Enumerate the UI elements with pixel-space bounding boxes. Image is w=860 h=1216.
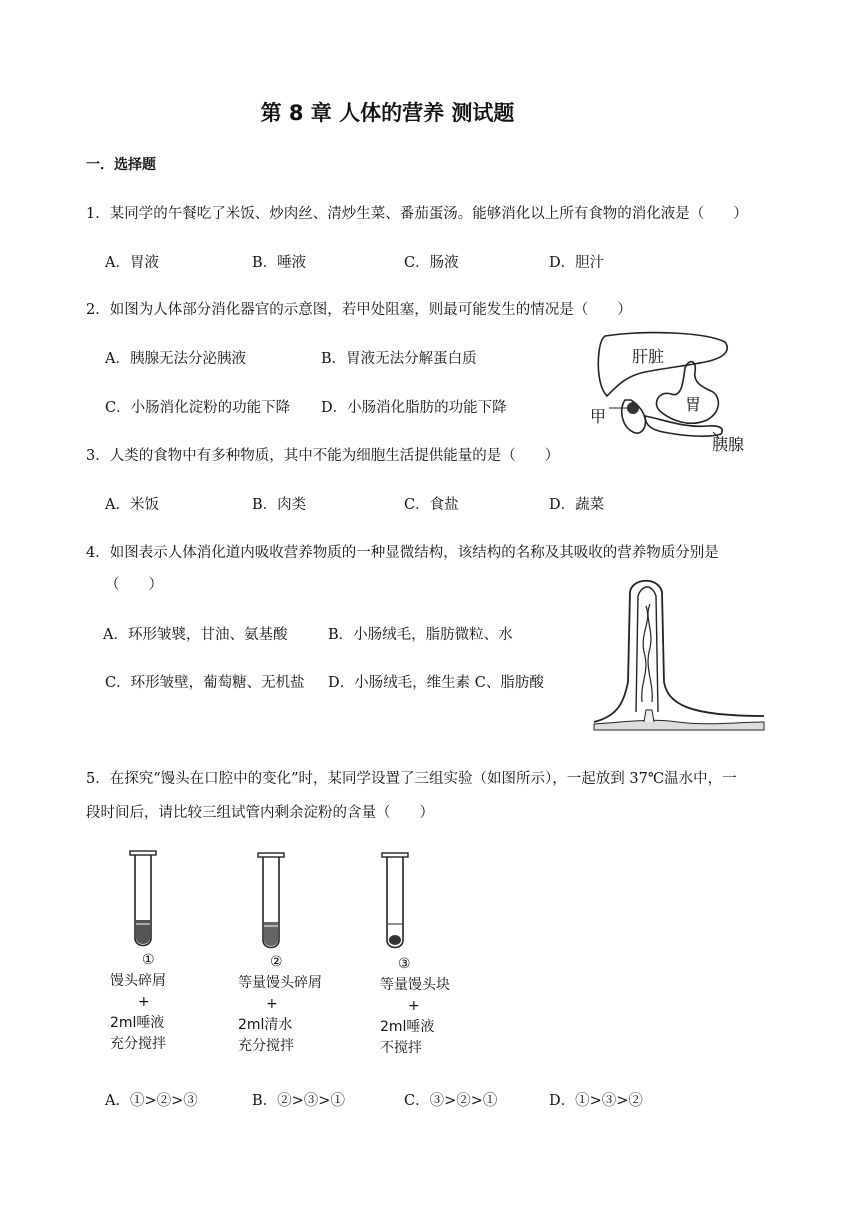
page-title: 第 8 章 人体的营养 测试题: [260, 101, 515, 125]
tube-1-line-1: 馒头碎屑: [110, 973, 166, 989]
q4-option-a[interactable]: A．环形皱襞，甘油、氨基酸: [103, 627, 288, 643]
q2-option-b[interactable]: B．胃液无法分解蛋白质: [321, 351, 477, 367]
q5-option-b[interactable]: B．②>③>①: [252, 1093, 345, 1109]
tube-1-line-4: 充分搅拌: [110, 1036, 166, 1052]
tube-2-number: ②: [270, 954, 283, 970]
question-4-stem-line2: （ ）: [105, 577, 163, 593]
tube-2-line-2: +: [266, 996, 278, 1012]
q4-option-c[interactable]: C．环形皱壁，葡萄糖、无机盐: [105, 675, 305, 691]
q1-option-a[interactable]: A．胃液: [105, 255, 159, 271]
q2-option-c[interactable]: C．小肠消化淀粉的功能下降: [105, 400, 291, 416]
tube-3-caption: [380, 954, 500, 1059]
q1-option-b[interactable]: B．唾液: [252, 255, 307, 271]
tube-3-line-2: +: [408, 998, 420, 1014]
pancreas-shape: [645, 416, 722, 436]
question-4-stem-line1: 4．如图表示人体消化道内吸收营养物质的一种显微结构，该结构的名称及其吸收的营养物质分别是: [86, 545, 719, 561]
section-heading: 一．选择题: [86, 157, 156, 173]
test-tube-2: [256, 852, 290, 952]
tube-1-caption: [110, 950, 220, 1055]
q4-option-b[interactable]: B．小肠绒毛，脂肪微粒、水: [328, 627, 513, 643]
tube-1-line-2: +: [138, 994, 150, 1010]
tube-1-line-3: 2ml唾液: [110, 1015, 165, 1031]
tube-2-line-1: 等量馒头碎屑: [238, 975, 322, 991]
tube-2-line-3: 2ml清水: [238, 1017, 293, 1033]
tube-3-line-1: 等量馒头块: [380, 977, 450, 993]
villus-inner: [636, 587, 658, 712]
label-pancreas: 胰腺: [712, 435, 745, 454]
test-tube-3: [380, 852, 414, 952]
q3-option-d[interactable]: D．蔬菜: [549, 497, 605, 513]
q4-option-d[interactable]: D．小肠绒毛，维生素 C、脂肪酸: [328, 675, 544, 691]
question-3-stem: 3．人类的食物中有多种物质，其中不能为细胞生活提供能量的是（ ）: [86, 448, 560, 464]
villus-lacteal: [644, 710, 654, 722]
q5-option-a[interactable]: A．①>②>③: [105, 1093, 198, 1109]
question-5-stem-line1: 5．在探究“馒头在口腔中的变化”时，某同学设置了三组实验（如图所示），一起放到 37℃温水中，一: [86, 771, 737, 787]
question-2-stem: 2．如图为人体部分消化器官的示意图，若甲处阻塞，则最可能发生的情况是（ ）: [86, 302, 632, 318]
tube-3-line-4: 不搅拌: [380, 1040, 422, 1056]
villus-figure: [588, 572, 768, 732]
villus-outer: [594, 581, 764, 722]
villus-capillary: [642, 604, 653, 702]
q3-option-b[interactable]: B．肉类: [252, 497, 307, 513]
tube-1-number: ①: [142, 952, 155, 968]
q2-option-a[interactable]: A．胰腺无法分泌胰液: [105, 351, 246, 367]
tube-3-number: ③: [398, 956, 411, 972]
q1-option-c[interactable]: C．肠液: [404, 255, 459, 271]
tube-3-line-3: 2ml唾液: [380, 1019, 435, 1035]
test-tube-1: [128, 850, 162, 950]
q1-option-d[interactable]: D．胆汁: [549, 255, 605, 271]
label-jia: 甲: [590, 407, 607, 426]
villus-base: [594, 720, 764, 730]
tube-2-line-4: 充分搅拌: [238, 1038, 294, 1054]
question-1-stem: 1．某同学的午餐吃了米饭、炒肉丝、清炒生菜、番茄蛋汤。能够消化以上所有食物的消化液是（ ）: [86, 206, 748, 222]
label-stomach: 胃: [685, 395, 702, 414]
q5-option-c[interactable]: C．③>②>①: [404, 1093, 498, 1109]
q2-option-d[interactable]: D．小肠消化脂肪的功能下降: [321, 400, 507, 416]
q5-option-d[interactable]: D．①>③>②: [549, 1093, 643, 1109]
tube-2-caption: [238, 952, 368, 1057]
q3-option-c[interactable]: C．食盐: [404, 497, 459, 513]
q3-option-a[interactable]: A．米饭: [105, 497, 159, 513]
label-liver: 肝脏: [632, 347, 665, 366]
question-5-stem-line2: 段时间后，请比较三组试管内剩余淀粉的含量（ ）: [86, 805, 434, 821]
